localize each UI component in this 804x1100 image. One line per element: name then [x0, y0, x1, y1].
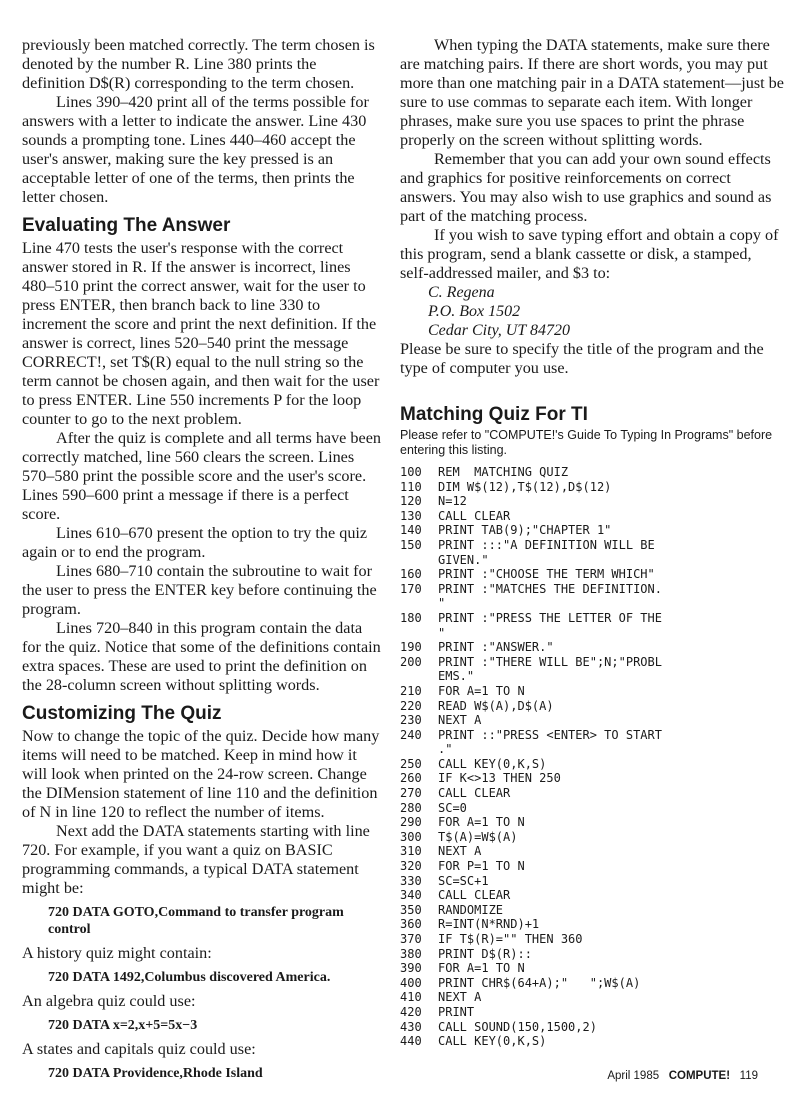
address-line: Cedar City, UT 84720: [428, 322, 570, 339]
listing-note: Please refer to "COMPUTE!'s Guide To Typing In Programs" before entering this listing.: [400, 428, 773, 457]
line-code: DIM W$(12),T$(12),D$(12): [438, 479, 612, 494]
section-heading-customizing: Customizing The Quiz: [22, 703, 222, 724]
line-number: 150: [400, 537, 422, 552]
line-number: 190: [400, 640, 422, 655]
line-code: PRINT CHR$(64+A);" ";W$(A): [438, 975, 641, 990]
line-code: NEXT A: [438, 844, 482, 859]
paragraph: Now to change the topic of the quiz. Decide how many items will need to be matched. Keep in mind how it will look when printed on the 24-row screen. Change the DIMension statement of line 110 and the definition of N in line 120 to reflect the number of items.: [22, 727, 380, 821]
paragraph: Lines 390–420 print all of the terms possible for answers with a letter to indicate the answer. Line 430 sounds a prompting tone. Lines 440–460 accept the user's answer, making sure the key pressed is an acceptable letter of one of the terms, then prints the letter chosen.: [22, 93, 369, 206]
paragraph: Lines 720–840 in this program contain the data for the quiz. Notice that some of the definitions contain extra spaces. These are used to print the definition on the 28-column screen without splitting words.: [22, 619, 381, 694]
line-number: 410: [400, 990, 422, 1005]
line-number: 300: [400, 829, 422, 844]
line-number: 250: [400, 756, 422, 771]
program-listing: [400, 465, 784, 1049]
listing-line: [400, 494, 784, 509]
paragraph: Lines 610–670 present the option to try the quiz again or to end the program.: [22, 524, 368, 561]
listing-line: [400, 961, 784, 976]
data-example: 720 DATA Providence,Rhode Island: [48, 1066, 263, 1081]
line-number: 310: [400, 844, 422, 859]
paragraph: Remember that you can add your own sound effects and graphics for positive reinforcements on correct answers. You may also wish to use graphics and sound as part of the matching process.: [400, 150, 772, 225]
line-number: 210: [400, 683, 422, 698]
line-number: 100: [400, 465, 422, 479]
line-code: PRINT :"ANSWER.": [438, 640, 554, 655]
line-code: PRINT :"THERE WILL BE";N;"PROBL EMS.": [438, 654, 662, 684]
line-number: 140: [400, 523, 422, 538]
listing-line: [400, 523, 784, 538]
line-code: CALL KEY(0,K,S): [438, 1034, 547, 1049]
listing-line: [400, 1020, 784, 1035]
line-code: PRINT ::"PRESS <ENTER> TO START .": [438, 727, 662, 757]
line-number: 200: [400, 654, 422, 669]
line-number: 130: [400, 508, 422, 523]
line-code: IF K<>13 THEN 250: [438, 771, 561, 786]
line-number: 220: [400, 698, 422, 713]
line-number: 120: [400, 494, 422, 509]
listing-line: [400, 728, 784, 757]
listing-line: [400, 903, 784, 918]
line-code: PRINT :"MATCHES THE DEFINITION. ": [438, 581, 662, 611]
line-code: CALL KEY(0,K,S): [438, 756, 547, 771]
line-code: FOR A=1 TO N: [438, 683, 525, 698]
line-code: RANDOMIZE: [438, 902, 504, 917]
line-code: CALL CLEAR: [438, 786, 511, 801]
line-number: 170: [400, 581, 422, 596]
listing-line: [400, 874, 784, 889]
line-number: 340: [400, 888, 422, 903]
line-code: N=12: [438, 494, 467, 509]
line-code: NEXT A: [438, 713, 482, 728]
line-code: CALL CLEAR: [438, 508, 511, 523]
paragraph: previously been matched correctly. The term chosen is denoted by the number R. Line 380 prints the definition D$(R) corresponding to the term chosen.: [22, 36, 375, 92]
line-number: 260: [400, 771, 422, 786]
line-code: SC=SC+1: [438, 873, 489, 888]
line-number: 390: [400, 961, 422, 976]
paragraph: An algebra quiz could use:: [22, 992, 196, 1010]
paragraph: If you wish to save typing effort and obtain a copy of this program, send a blank cassette or disk, a stamped, self-addressed mailer, and $3 to:: [400, 226, 779, 282]
listing-line: [400, 582, 784, 611]
listing-heading: Matching Quiz For TI: [400, 404, 588, 425]
listing-line: [400, 815, 784, 830]
line-number: 430: [400, 1019, 422, 1034]
line-number: 400: [400, 975, 422, 990]
line-number: 230: [400, 713, 422, 728]
line-code: SC=0: [438, 800, 467, 815]
line-code: R=INT(N*RND)+1: [438, 917, 540, 932]
line-number: 360: [400, 917, 422, 932]
paragraph: When typing the DATA statements, make sure there are matching pairs. If there are short words, you may put more than one matching pair in a DATA statement—just be sure to use commas to separate each item. With longer phrases, make sure you use spaces to print the phrase properly on the screen without splitting words.: [400, 36, 784, 149]
footer-page-number: 119: [739, 1070, 758, 1082]
listing-line: [400, 859, 784, 874]
line-number: 270: [400, 786, 422, 801]
listing-line: [400, 640, 784, 655]
listing-line: [400, 888, 784, 903]
listing-line: [400, 801, 784, 816]
listing-line: [400, 684, 784, 699]
line-code: READ W$(A),D$(A): [438, 698, 554, 713]
listing-line: [400, 844, 784, 859]
listing-line: [400, 699, 784, 714]
paragraph: Lines 680–710 contain the subroutine to wait for the user to press the ENTER key before continuing the program.: [22, 562, 377, 618]
line-number: 330: [400, 873, 422, 888]
listing-line: [400, 611, 784, 640]
paragraph: Line 470 tests the user's response with the correct answer stored in R. If the answer is incorrect, lines 480–510 print the correct answer, wait for the user to press ENTER, then branch back to line 330 to increment the score and print the next definition. If the answer is correct, lines 520–540 print the message CORRECT!, set T$(R) equal to the null string so the term cannot be chosen again, and then wait for the user to press ENTER. Line 550 increments P for the loop counter to go to the next problem.: [22, 239, 380, 428]
paragraph: Next add the DATA statements starting with line 720. For example, if you want a quiz on BASIC programming commands, a typical DATA statement might be:: [22, 822, 370, 897]
paragraph: A history quiz might contain:: [22, 944, 212, 962]
line-code: CALL CLEAR: [438, 888, 511, 903]
left-column: [22, 36, 382, 1088]
listing-line: [400, 465, 784, 480]
listing-line: [400, 786, 784, 801]
paragraph: After the quiz is complete and all terms have been correctly matched, line 560 clears the screen. Lines 570–580 print the possible score and the user's score. Lines 590–600 print a message if there is a perfect score.: [22, 429, 381, 523]
listing-line: [400, 713, 784, 728]
line-number: 160: [400, 567, 422, 582]
line-number: 370: [400, 932, 422, 946]
listing-line: [400, 932, 784, 947]
listing-line: [400, 917, 784, 932]
line-code: PRINT :"CHOOSE THE TERM WHICH": [438, 567, 655, 582]
listing-line: [400, 655, 784, 684]
listing-line: [400, 567, 784, 582]
line-number: 280: [400, 800, 422, 815]
line-code: PRINT TAB(9);"CHAPTER 1": [438, 523, 612, 538]
line-code: CALL SOUND(150,1500,2): [438, 1019, 597, 1034]
paragraph: Please be sure to specify the title of the program and the type of computer you use.: [400, 340, 764, 377]
line-code: FOR A=1 TO N: [438, 961, 525, 976]
footer-magazine: COMPUTE!: [668, 1070, 731, 1082]
listing-line: [400, 947, 784, 962]
listing-line: [400, 771, 784, 786]
line-number: 350: [400, 902, 422, 917]
line-number: 110: [400, 479, 422, 494]
line-number: 380: [400, 946, 422, 961]
line-code: PRINT :"PRESS THE LETTER OF THE ": [438, 610, 662, 640]
listing-line: [400, 990, 784, 1005]
listing-line: [400, 1034, 784, 1049]
line-code: FOR A=1 TO N: [438, 815, 525, 830]
line-number: 180: [400, 610, 422, 625]
paragraph: A states and capitals quiz could use:: [22, 1040, 256, 1058]
listing-line: [400, 830, 784, 845]
line-code: IF T$(R)="" THEN 360: [438, 932, 583, 946]
address-line: P.O. Box 1502: [428, 303, 521, 320]
line-code: FOR P=1 TO N: [438, 859, 525, 874]
listing-line: [400, 509, 784, 524]
right-column: [400, 36, 784, 1049]
listing-line: [400, 538, 784, 567]
listing-line: [400, 976, 784, 991]
page-footer: [607, 1070, 758, 1082]
data-example: 720 DATA 1492,Columbus discovered America.: [48, 970, 331, 985]
line-code: NEXT A: [438, 990, 482, 1005]
data-example: 720 DATA x=2,x+5=5x−3: [48, 1018, 198, 1033]
address-line: C. Regena: [428, 284, 495, 301]
listing-line: [400, 757, 784, 772]
line-number: 320: [400, 859, 422, 874]
section-heading-evaluating: Evaluating The Answer: [22, 215, 231, 236]
line-number: 420: [400, 1004, 422, 1019]
listing-line: [400, 1005, 784, 1020]
line-code: PRINT :::"A DEFINITION WILL BE GIVEN.": [438, 537, 655, 567]
data-example: 720 DATA GOTO,Command to transfer program control: [48, 905, 344, 937]
listing-line: [400, 480, 784, 495]
line-code: PRINT D$(R)::: [438, 946, 532, 961]
line-number: 440: [400, 1034, 422, 1049]
line-code: REM MATCHING QUIZ: [438, 465, 569, 479]
footer-date: April 1985: [607, 1070, 660, 1082]
line-code: PRINT: [438, 1004, 475, 1019]
line-number: 290: [400, 815, 422, 830]
line-code: T$(A)=W$(A): [438, 829, 518, 844]
line-number: 240: [400, 727, 422, 742]
